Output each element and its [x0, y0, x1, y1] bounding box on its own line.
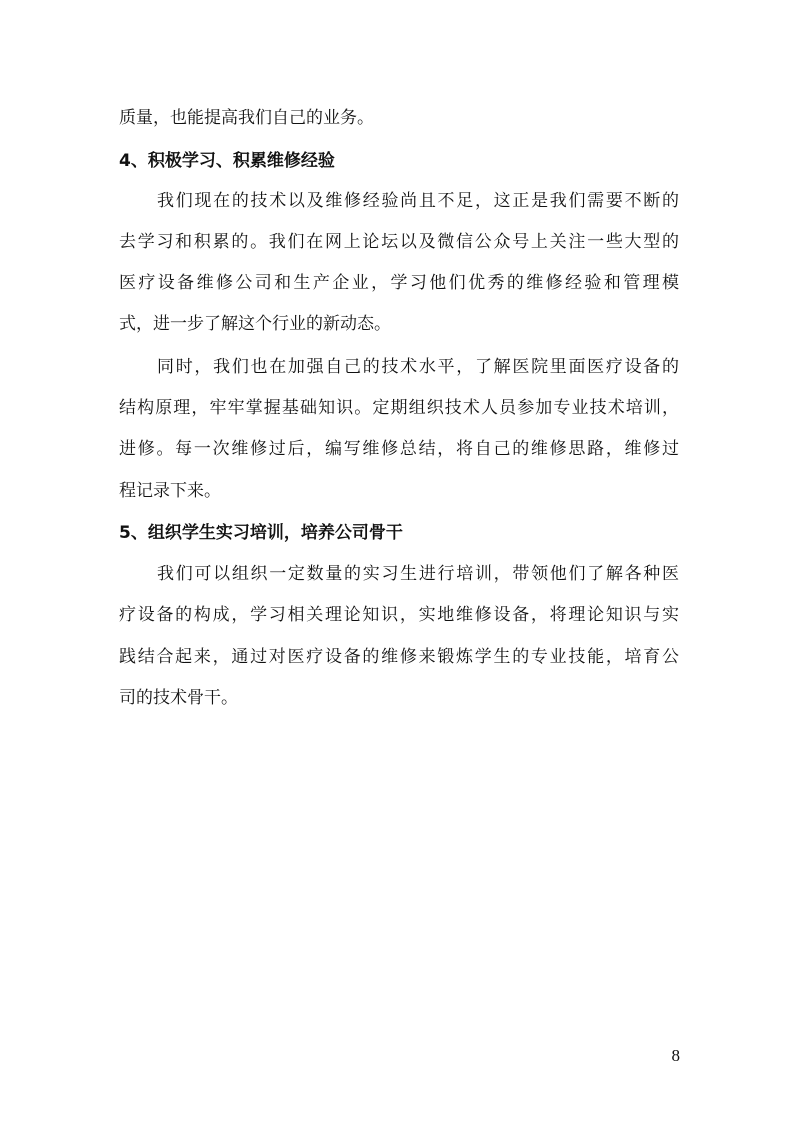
paragraph-line: 同时，我们也在加强自己的技术水平，了解医院里面医疗设备的 [157, 357, 679, 377]
paragraph-line: 疗设备的构成，学习相关理论知识，实地维修设备，将理论知识与实 [119, 605, 679, 625]
paragraph-line: 质量，也能提高我们自己的业务。 [119, 108, 374, 128]
paragraph-line: 医疗设备维修公司和生产企业，学习他们优秀的维修经验和管理模 [119, 273, 679, 293]
paragraph-line: 结构原理，牢牢掌握基础知识。定期组织技术人员参加专业技术培训， [119, 398, 679, 418]
paragraph-line: 式，进一步了解这个行业的新动态。 [119, 314, 391, 334]
paragraph-line: 司的技术骨干。 [119, 688, 238, 708]
paragraph-line: 践结合起来，通过对医疗设备的维修来锻炼学生的专业技能，培育公 [119, 647, 679, 667]
paragraph-line: 我们现在的技术以及维修经验尚且不足，这正是我们需要不断的 [157, 191, 679, 211]
paragraph-line: 进修。每一次维修过后，编写维修总结，将自己的维修思路，维修过 [119, 439, 679, 459]
paragraph-line: 去学习和积累的。我们在网上论坛以及微信公众号上关注一些大型的 [119, 232, 679, 252]
paragraph-line: 程记录下来。 [119, 481, 221, 501]
page-number: 8 [671, 1046, 680, 1065]
paragraph-line: 我们可以组织一定数量的实习生进行培训，带领他们了解各种医 [157, 564, 679, 584]
section-5-heading: 5、组织学生实习培训，培养公司骨干 [119, 523, 403, 543]
section-4-heading: 4、积极学习、积累维修经验 [119, 151, 335, 171]
